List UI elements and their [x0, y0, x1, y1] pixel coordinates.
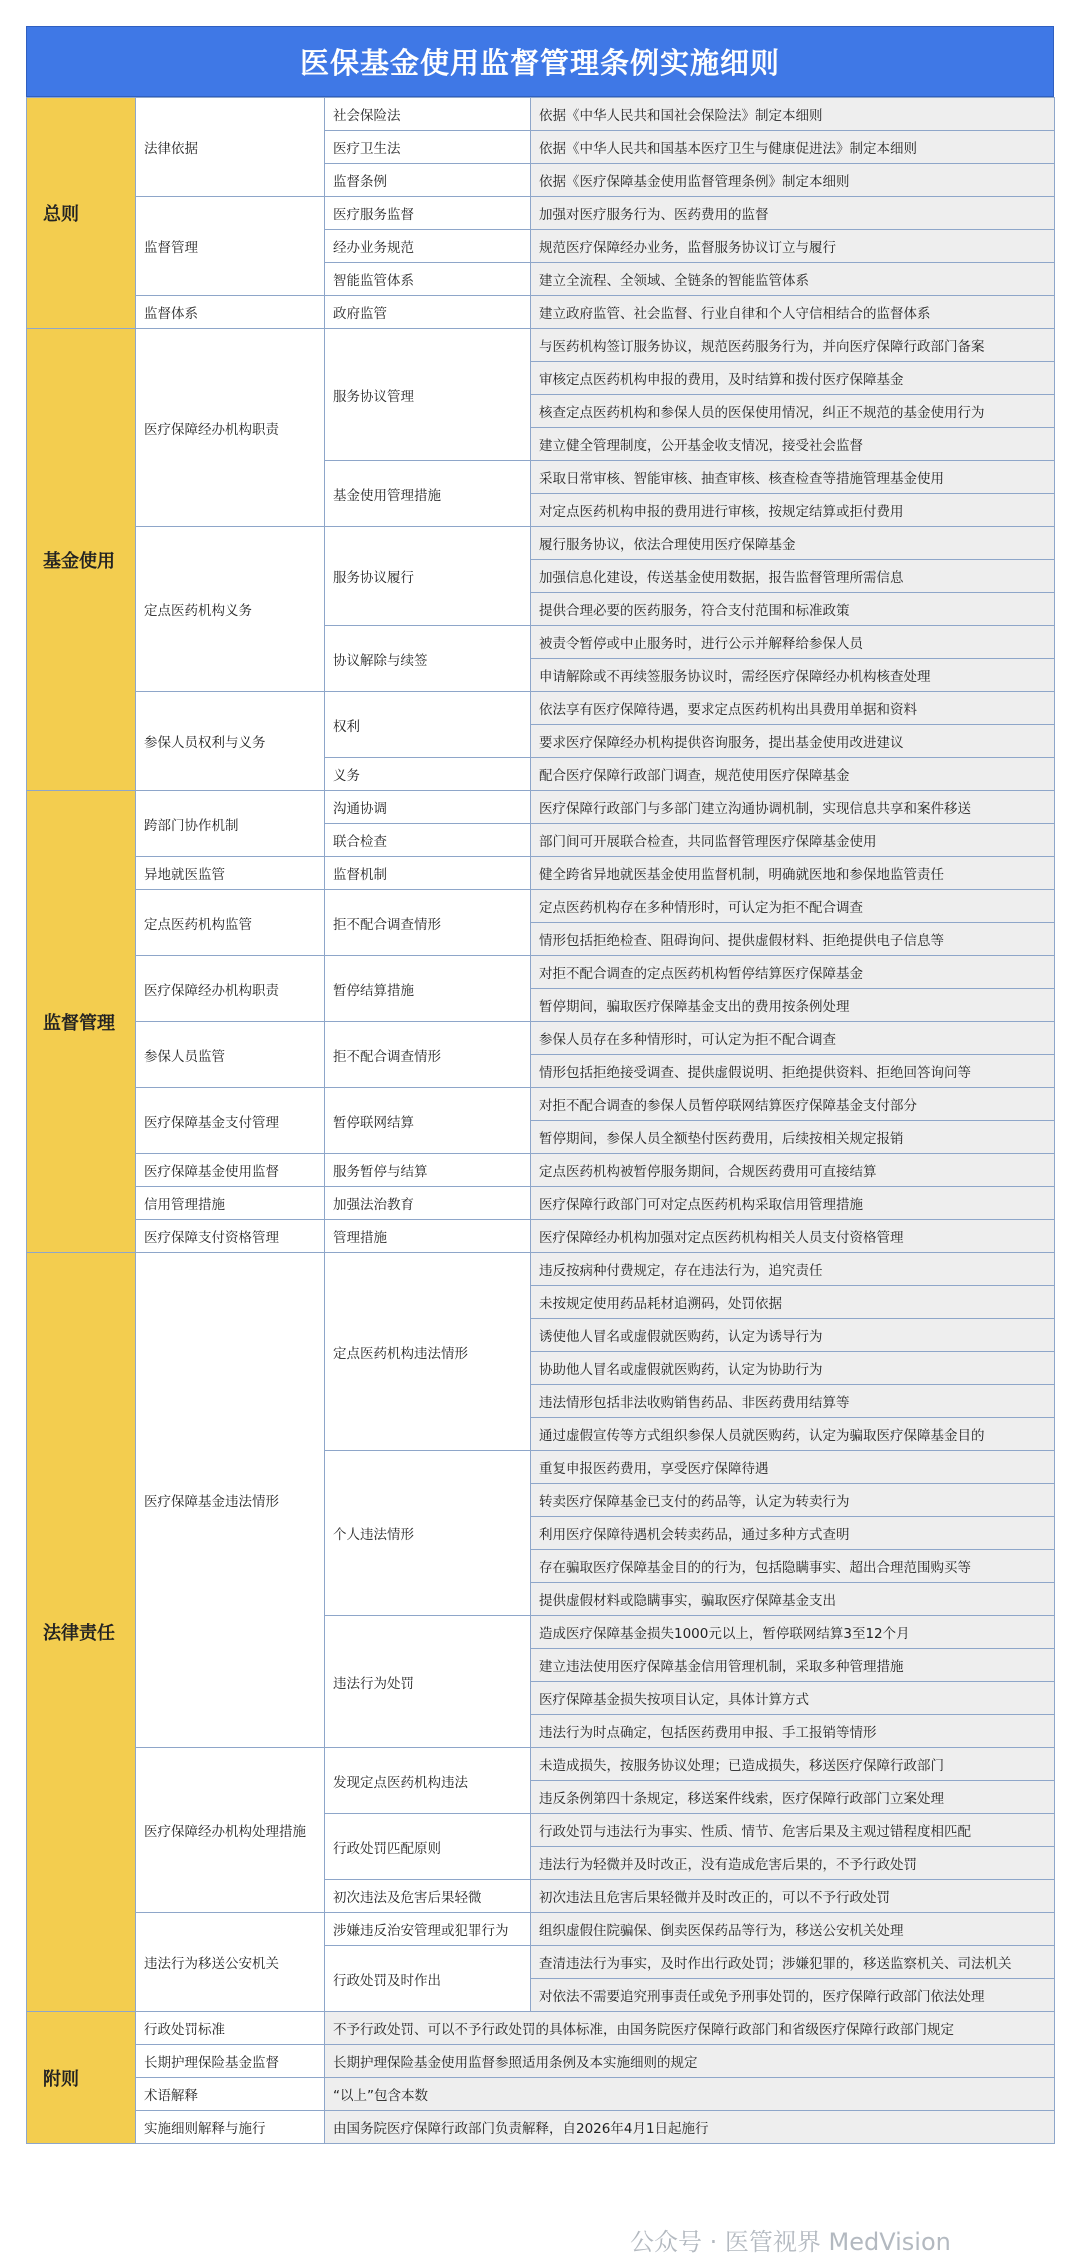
group-label: 信用管理措施	[136, 1187, 325, 1220]
description-cell: 核查定点医药机构和参保人员的医保使用情况，纠正不规范的基金使用行为	[531, 395, 1055, 428]
description-cell: 医疗保障经办机构加强对定点医药机构相关人员支付资格管理	[531, 1220, 1055, 1253]
subgroup-label: 拒不配合调查情形	[325, 890, 531, 956]
table-row	[27, 890, 1055, 923]
group-label: 监督体系	[136, 296, 325, 329]
description-cell: 未按规定使用药品耗材追溯码，处罚依据	[531, 1286, 1055, 1319]
description-cell: 医疗保障行政部门可对定点医药机构采取信用管理措施	[531, 1187, 1055, 1220]
group-label: 医疗保障经办机构职责	[136, 329, 325, 527]
description-cell: 暂停期间，参保人员全额垫付医药费用，后续按相关规定报销	[531, 1121, 1055, 1154]
subgroup-label: 行政处罚及时作出	[325, 1946, 531, 2012]
group-label: 定点医药机构义务	[136, 527, 325, 692]
section-label: 附则	[27, 2012, 136, 2144]
subgroup-label: 个人违法情形	[325, 1451, 531, 1616]
subgroup-label: 拒不配合调查情形	[325, 1022, 531, 1088]
section-label: 监督管理	[27, 791, 136, 1253]
group-label: 参保人员权利与义务	[136, 692, 325, 791]
description-cell: 违反按病种付费规定，存在违法行为，追究责任	[531, 1253, 1055, 1286]
description-cell: 加强对医疗服务行为、医药费用的监督	[531, 197, 1055, 230]
table-row	[27, 2111, 1055, 2144]
group-label: 术语解释	[136, 2078, 325, 2111]
description-cell: “以上”包含本数	[325, 2078, 1055, 2111]
subgroup-label: 基金使用管理措施	[325, 461, 531, 527]
description-cell: 组织虚假住院骗保、倒卖医保药品等行为，移送公安机关处理	[531, 1913, 1055, 1946]
description-cell: 履行服务协议，依法合理使用医疗保障基金	[531, 527, 1055, 560]
table-row	[27, 197, 1055, 230]
group-label: 医疗保障经办机构处理措施	[136, 1748, 325, 1913]
table-row	[27, 296, 1055, 329]
description-cell: 对依法不需要追究刑事责任或免予刑事处罚的，医疗保障行政部门依法处理	[531, 1979, 1055, 2012]
description-cell: 违法行为时点确定，包括医药费用申报、手工报销等情形	[531, 1715, 1055, 1748]
table-row	[27, 1913, 1055, 1946]
description-cell: 要求医疗保障经办机构提供咨询服务，提出基金使用改进建议	[531, 725, 1055, 758]
description-cell: 诱使他人冒名或虚假就医购药，认定为诱导行为	[531, 1319, 1055, 1352]
subgroup-label: 服务协议履行	[325, 527, 531, 626]
description-cell: 情形包括拒绝检查、阻碍询问、提供虚假材料、拒绝提供电子信息等	[531, 923, 1055, 956]
subgroup-label: 医疗卫生法	[325, 131, 531, 164]
group-label: 监督管理	[136, 197, 325, 296]
description-cell: 长期护理保险基金使用监督参照适用条例及本实施细则的规定	[325, 2045, 1055, 2078]
description-cell: 通过虚假宣传等方式组织参保人员就医购药，认定为骗取医疗保障基金目的	[531, 1418, 1055, 1451]
description-cell: 加强信息化建设，传送基金使用数据，报告监督管理所需信息	[531, 560, 1055, 593]
description-cell: 行政处罚与违法行为事实、性质、情节、危害后果及主观过错程度相匹配	[531, 1814, 1055, 1847]
table-row	[27, 98, 1055, 131]
table-row	[27, 692, 1055, 725]
description-cell: 与医药机构签订服务协议，规范医药服务行为，并向医疗保障行政部门备案	[531, 329, 1055, 362]
subgroup-label: 加强法治教育	[325, 1187, 531, 1220]
group-label: 参保人员监管	[136, 1022, 325, 1088]
subgroup-label: 经办业务规范	[325, 230, 531, 263]
description-cell: 建立违法使用医疗保障基金信用管理机制，采取多种管理措施	[531, 1649, 1055, 1682]
table-row	[27, 1220, 1055, 1253]
subgroup-label: 社会保险法	[325, 98, 531, 131]
watermark: 公众号 · 医管视界 MedVision	[630, 2228, 951, 2256]
subgroup-label: 协议解除与续签	[325, 626, 531, 692]
subgroup-label: 义务	[325, 758, 531, 791]
description-cell: 规范医疗保障经办业务，监督服务协议订立与履行	[531, 230, 1055, 263]
table-row	[27, 527, 1055, 560]
subgroup-label: 涉嫌违反治安管理或犯罪行为	[325, 1913, 531, 1946]
subgroup-label: 服务协议管理	[325, 329, 531, 461]
description-cell: 违反条例第四十条规定，移送案件线索，医疗保障行政部门立案处理	[531, 1781, 1055, 1814]
description-cell: 定点医药机构被暂停服务期间，合规医药费用可直接结算	[531, 1154, 1055, 1187]
subgroup-label: 定点医药机构违法情形	[325, 1253, 531, 1451]
group-label: 跨部门协作机制	[136, 791, 325, 857]
description-cell: 对拒不配合调查的定点医药机构暂停结算医疗保障基金	[531, 956, 1055, 989]
subgroup-label: 政府监管	[325, 296, 531, 329]
description-cell: 违法行为轻微并及时改正，没有造成危害后果的，不予行政处罚	[531, 1847, 1055, 1880]
description-cell: 建立健全管理制度，公开基金收支情况，接受社会监督	[531, 428, 1055, 461]
table-row	[27, 2012, 1055, 2045]
group-label: 违法行为移送公安机关	[136, 1913, 325, 2012]
section-label: 基金使用	[27, 329, 136, 791]
description-cell: 依据《中华人民共和国社会保险法》制定本细则	[531, 98, 1055, 131]
description-cell: 由国务院医疗保障行政部门负责解释，自2026年4月1日起施行	[325, 2111, 1055, 2144]
description-cell: 对定点医药机构申报的费用进行审核，按规定结算或拒付费用	[531, 494, 1055, 527]
table-row	[27, 791, 1055, 824]
table-row	[27, 1748, 1055, 1781]
description-cell: 协助他人冒名或虚假就医购药，认定为协助行为	[531, 1352, 1055, 1385]
description-cell: 提供合理必要的医药服务，符合支付范围和标准政策	[531, 593, 1055, 626]
group-label: 医疗保障支付资格管理	[136, 1220, 325, 1253]
subgroup-label: 管理措施	[325, 1220, 531, 1253]
table-row	[27, 1022, 1055, 1055]
description-cell: 依据《医疗保障基金使用监督管理条例》制定本细则	[531, 164, 1055, 197]
subgroup-label: 违法行为处罚	[325, 1616, 531, 1748]
subgroup-label: 初次违法及危害后果轻微	[325, 1880, 531, 1913]
description-cell: 依据《中华人民共和国基本医疗卫生与健康促进法》制定本细则	[531, 131, 1055, 164]
table-row	[27, 1088, 1055, 1121]
group-label: 法律依据	[136, 98, 325, 197]
description-cell: 医疗保障行政部门与多部门建立沟通协调机制，实现信息共享和案件移送	[531, 791, 1055, 824]
table-row	[27, 956, 1055, 989]
table-row	[27, 857, 1055, 890]
description-cell: 利用医疗保障待遇机会转卖药品，通过多种方式查明	[531, 1517, 1055, 1550]
subgroup-label: 联合检查	[325, 824, 531, 857]
subgroup-label: 行政处罚匹配原则	[325, 1814, 531, 1880]
group-label: 长期护理保险基金监督	[136, 2045, 325, 2078]
subgroup-label: 监督条例	[325, 164, 531, 197]
description-cell: 建立政府监管、社会监督、行业自律和个人守信相结合的监督体系	[531, 296, 1055, 329]
table-row	[27, 1253, 1055, 1286]
description-cell: 未造成损失，按服务协议处理；已造成损失，移送医疗保障行政部门	[531, 1748, 1055, 1781]
section-label: 法律责任	[27, 1253, 136, 2012]
subgroup-label: 监督机制	[325, 857, 531, 890]
group-label: 行政处罚标准	[136, 2012, 325, 2045]
subgroup-label: 医疗服务监督	[325, 197, 531, 230]
description-cell: 依法享有医疗保障待遇，要求定点医药机构出具费用单据和资料	[531, 692, 1055, 725]
group-label: 异地就医监管	[136, 857, 325, 890]
table-row	[27, 2045, 1055, 2078]
page-title: 医保基金使用监督管理条例实施细则	[26, 26, 1054, 97]
description-cell: 造成医疗保障基金损失1000元以上，暂停联网结算3至12个月	[531, 1616, 1055, 1649]
description-cell: 申请解除或不再续签服务协议时，需经医疗保障经办机构核查处理	[531, 659, 1055, 692]
subgroup-label: 暂停联网结算	[325, 1088, 531, 1154]
table-row	[27, 1154, 1055, 1187]
description-cell: 参保人员存在多种情形时，可认定为拒不配合调查	[531, 1022, 1055, 1055]
group-label: 医疗保障基金支付管理	[136, 1088, 325, 1154]
table-row	[27, 329, 1055, 362]
group-label: 实施细则解释与施行	[136, 2111, 325, 2144]
section-label: 总则	[27, 98, 136, 329]
description-cell: 对拒不配合调查的参保人员暂停联网结算医疗保障基金支付部分	[531, 1088, 1055, 1121]
table-row	[27, 2078, 1055, 2111]
description-cell: 初次违法且危害后果轻微并及时改正的，可以不予行政处罚	[531, 1880, 1055, 1913]
document-frame	[26, 26, 1054, 2144]
regulation-table	[26, 97, 1055, 2144]
group-label: 定点医药机构监管	[136, 890, 325, 956]
description-cell: 被责令暂停或中止服务时，进行公示并解释给参保人员	[531, 626, 1055, 659]
description-cell: 重复申报医药费用，享受医疗保障待遇	[531, 1451, 1055, 1484]
description-cell: 情形包括拒绝接受调查、提供虚假说明、拒绝提供资料、拒绝回答询问等	[531, 1055, 1055, 1088]
subgroup-label: 沟通协调	[325, 791, 531, 824]
description-cell: 部门间可开展联合检查，共同监督管理医疗保障基金使用	[531, 824, 1055, 857]
description-cell: 不予行政处罚、可以不予行政处罚的具体标准，由国务院医疗保障行政部门和省级医疗保障行政部门规定	[325, 2012, 1055, 2045]
group-label: 医疗保障基金违法情形	[136, 1253, 325, 1748]
description-cell: 转卖医疗保障基金已支付的药品等，认定为转卖行为	[531, 1484, 1055, 1517]
description-cell: 暂停期间，骗取医疗保障基金支出的费用按条例处理	[531, 989, 1055, 1022]
description-cell: 建立全流程、全领域、全链条的智能监管体系	[531, 263, 1055, 296]
subgroup-label: 暂停结算措施	[325, 956, 531, 1022]
description-cell: 定点医药机构存在多种情形时，可认定为拒不配合调查	[531, 890, 1055, 923]
description-cell: 健全跨省异地就医基金使用监督机制，明确就医地和参保地监管责任	[531, 857, 1055, 890]
group-label: 医疗保障经办机构职责	[136, 956, 325, 1022]
description-cell: 查清违法行为事实，及时作出行政处罚；涉嫌犯罪的，移送监察机关、司法机关	[531, 1946, 1055, 1979]
description-cell: 违法情形包括非法收购销售药品、非医药费用结算等	[531, 1385, 1055, 1418]
subgroup-label: 权利	[325, 692, 531, 758]
group-label: 医疗保障基金使用监督	[136, 1154, 325, 1187]
description-cell: 医疗保障基金损失按项目认定，具体计算方式	[531, 1682, 1055, 1715]
description-cell: 提供虚假材料或隐瞒事实，骗取医疗保障基金支出	[531, 1583, 1055, 1616]
description-cell: 采取日常审核、智能审核、抽查审核、核查检查等措施管理基金使用	[531, 461, 1055, 494]
table-row	[27, 1187, 1055, 1220]
description-cell: 配合医疗保障行政部门调查，规范使用医疗保障基金	[531, 758, 1055, 791]
description-cell: 审核定点医药机构申报的费用，及时结算和拨付医疗保障基金	[531, 362, 1055, 395]
subgroup-label: 智能监管体系	[325, 263, 531, 296]
regulation-table-body	[27, 98, 1055, 2144]
subgroup-label: 服务暂停与结算	[325, 1154, 531, 1187]
description-cell: 存在骗取医疗保障基金目的的行为，包括隐瞒事实、超出合理范围购买等	[531, 1550, 1055, 1583]
subgroup-label: 发现定点医药机构违法	[325, 1748, 531, 1814]
